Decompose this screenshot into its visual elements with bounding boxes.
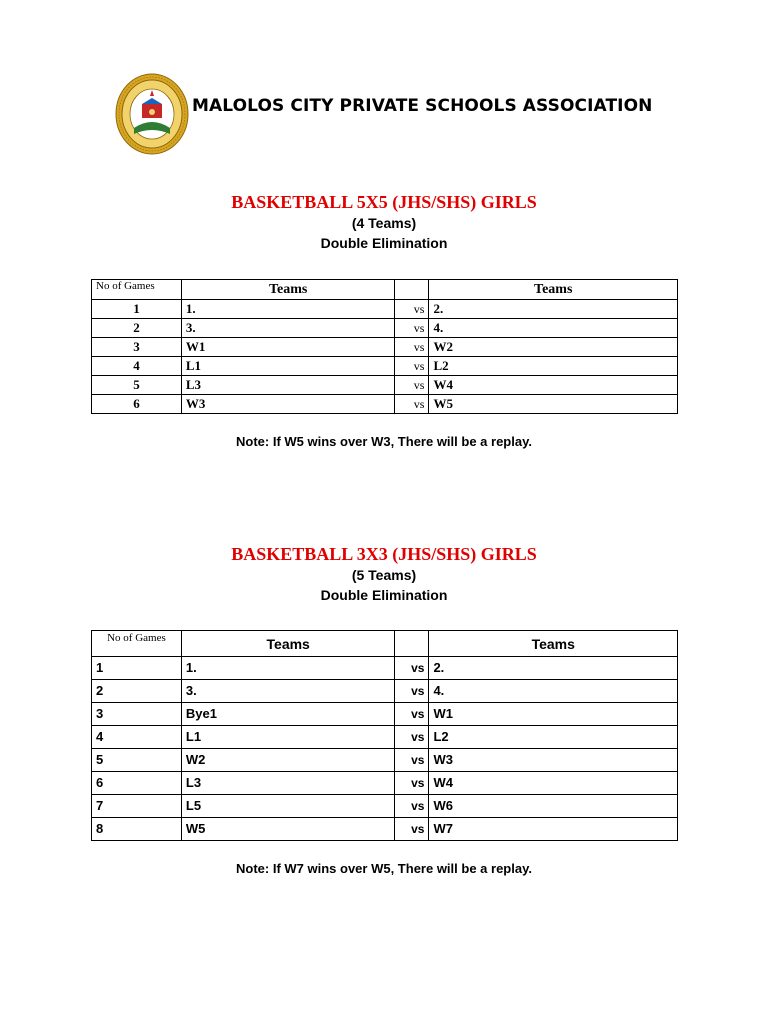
column-header-teams-left: Teams xyxy=(181,631,395,657)
game-number: 2 xyxy=(92,680,182,703)
vs-label: vs xyxy=(395,749,429,772)
table-row xyxy=(92,395,678,414)
team-left: 3. xyxy=(181,319,395,338)
vs-label: vs xyxy=(395,703,429,726)
section-basketball-5x5 xyxy=(0,191,768,253)
team-right: 4. xyxy=(429,680,678,703)
team-left: L3 xyxy=(181,376,395,395)
game-number: 3 xyxy=(92,703,182,726)
vs-label: vs xyxy=(395,319,429,338)
table-row xyxy=(92,818,678,841)
association-seal-icon xyxy=(114,72,190,156)
replay-note: Note: If W5 wins over W3, There will be a replay. xyxy=(236,434,532,449)
game-number: 7 xyxy=(92,795,182,818)
game-number: 4 xyxy=(92,726,182,749)
team-count: (5 Teams) xyxy=(351,567,417,583)
team-right: L2 xyxy=(429,357,678,376)
vs-label: vs xyxy=(395,357,429,376)
column-header-vs xyxy=(395,631,429,657)
team-left: L1 xyxy=(181,357,395,376)
game-number: 5 xyxy=(92,376,182,395)
team-left: L3 xyxy=(181,772,395,795)
game-number: 1 xyxy=(92,657,182,680)
section-basketball-3x3 xyxy=(0,543,768,605)
table-header-row xyxy=(92,631,678,657)
team-right: 2. xyxy=(429,657,678,680)
table-row xyxy=(92,376,678,395)
team-left: 1. xyxy=(181,300,395,319)
header xyxy=(114,72,652,156)
vs-label: vs xyxy=(395,772,429,795)
game-number: 1 xyxy=(92,300,182,319)
team-right: W1 xyxy=(429,703,678,726)
column-header-games: No of Games xyxy=(92,631,182,657)
table-row xyxy=(92,749,678,772)
team-left: W5 xyxy=(181,818,395,841)
team-right: W7 xyxy=(429,818,678,841)
table-row xyxy=(92,357,678,376)
game-number: 2 xyxy=(92,319,182,338)
section-title: BASKETBALL 5X5 (JHS/SHS) GIRLS xyxy=(231,192,537,212)
team-left: W2 xyxy=(181,749,395,772)
section-title: BASKETBALL 3X3 (JHS/SHS) GIRLS xyxy=(231,544,537,564)
vs-label: vs xyxy=(395,818,429,841)
team-left: 1. xyxy=(181,657,395,680)
schedule-table-5x5 xyxy=(91,279,678,414)
team-right: W4 xyxy=(429,376,678,395)
team-right: 2. xyxy=(429,300,678,319)
game-number: 6 xyxy=(92,772,182,795)
vs-label: vs xyxy=(395,300,429,319)
vs-label: vs xyxy=(395,795,429,818)
table-row xyxy=(92,795,678,818)
tournament-format: Double Elimination xyxy=(320,587,448,603)
team-right: W2 xyxy=(429,338,678,357)
team-right: L2 xyxy=(429,726,678,749)
table-row xyxy=(92,680,678,703)
column-header-teams-right: Teams xyxy=(429,280,678,300)
team-left: L1 xyxy=(181,726,395,749)
table-row xyxy=(92,319,678,338)
game-number: 6 xyxy=(92,395,182,414)
organization-title: MALOLOS CITY PRIVATE SCHOOLS ASSOCIATION xyxy=(192,96,653,116)
table-row xyxy=(92,703,678,726)
team-left: Bye1 xyxy=(181,703,395,726)
vs-label: vs xyxy=(395,726,429,749)
table-row xyxy=(92,726,678,749)
game-number: 3 xyxy=(92,338,182,357)
team-right: 4. xyxy=(429,319,678,338)
table-row xyxy=(92,338,678,357)
game-number: 5 xyxy=(92,749,182,772)
table-header-row xyxy=(92,280,678,300)
column-header-teams-left: Teams xyxy=(181,280,395,300)
vs-label: vs xyxy=(395,338,429,357)
schedule-table-3x3 xyxy=(91,630,678,841)
tournament-format: Double Elimination xyxy=(320,235,448,251)
column-header-teams-right: Teams xyxy=(429,631,678,657)
team-count: (4 Teams) xyxy=(351,215,417,231)
table-row xyxy=(92,772,678,795)
team-right: W3 xyxy=(429,749,678,772)
team-right: W4 xyxy=(429,772,678,795)
column-header-vs xyxy=(395,280,429,300)
team-left: L5 xyxy=(181,795,395,818)
team-left: W3 xyxy=(181,395,395,414)
team-right: W5 xyxy=(429,395,678,414)
table-row xyxy=(92,657,678,680)
team-left: 3. xyxy=(181,680,395,703)
vs-label: vs xyxy=(395,376,429,395)
vs-label: vs xyxy=(395,395,429,414)
table-row xyxy=(92,300,678,319)
column-header-games: No of Games xyxy=(92,280,182,300)
vs-label: vs xyxy=(395,657,429,680)
replay-note: Note: If W7 wins over W5, There will be a replay. xyxy=(236,861,532,876)
team-left: W1 xyxy=(181,338,395,357)
game-number: 8 xyxy=(92,818,182,841)
game-number: 4 xyxy=(92,357,182,376)
vs-label: vs xyxy=(395,680,429,703)
team-right: W6 xyxy=(429,795,678,818)
